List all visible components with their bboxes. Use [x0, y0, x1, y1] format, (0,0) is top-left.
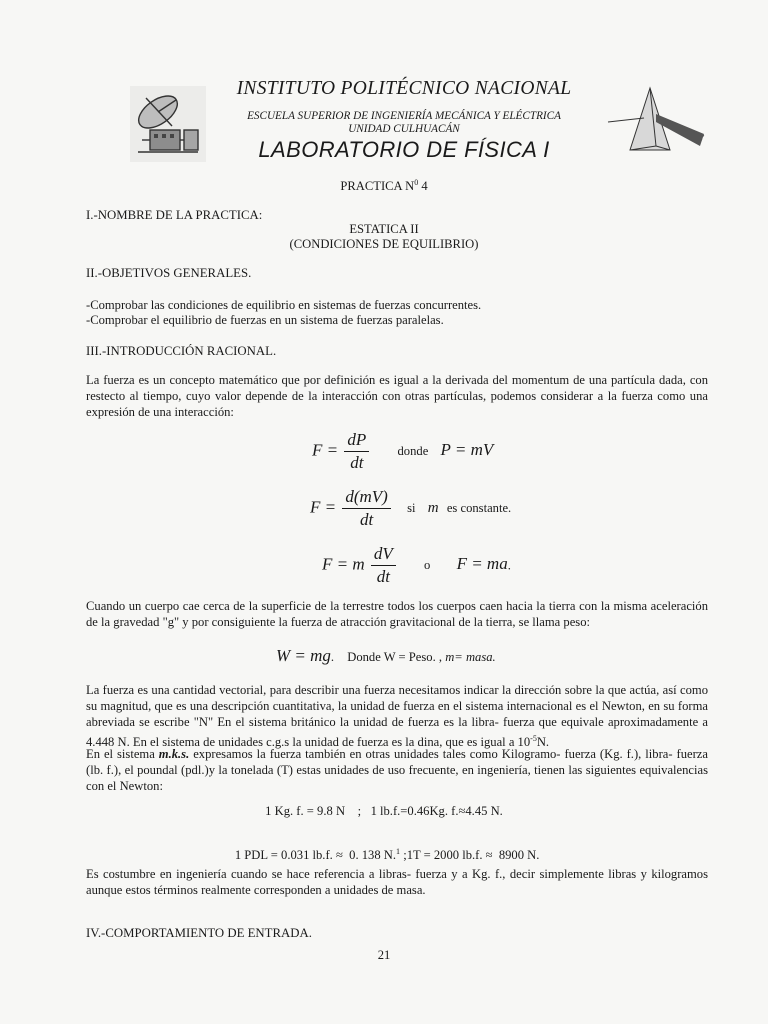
mks-text-b: expresamos la fuerza también en otras unidades tales como Kilogramo- fuerza (Kg. f.), libra- fuerza (lb. f.), el poundal (pdl.)y la tonelada (T) estas unidades de uso frecuente, en ingeniería, tienen las siguientes equivalencias con el Newton:	[86, 747, 708, 794]
eq2-num: d(mV)	[342, 487, 390, 509]
school-name: ESCUELA SUPERIOR DE INGENIERÍA MECÁNICA Y ELÉCTRICA	[247, 110, 561, 122]
practice-subtitle: (CONDICIONES DE EQUILIBRIO)	[289, 237, 479, 251]
eq2-mid2: es constante.	[446, 501, 512, 516]
institute-title: INSTITUTO POLITÉCNICO NACIONAL	[236, 78, 572, 99]
eq1-den: dt	[350, 453, 364, 472]
eq2-den: dt	[359, 510, 374, 529]
eq1-num: dP	[344, 430, 369, 452]
mks-system: m.k.s.	[158, 747, 190, 761]
lab-title: LABORATORIO DE FÍSICA I	[258, 137, 550, 162]
unit-name: UNIDAD CULHUACÁN	[348, 123, 460, 135]
mks-paragraph	[86, 746, 708, 795]
practice-label: PRACTICA N	[340, 179, 415, 194]
page-number: 21	[377, 948, 391, 962]
dina-exponent: -5	[530, 733, 537, 743]
eq2-mid1: si	[407, 501, 416, 516]
objective-item: -Comprobar las condiciones de equilibrio en sistemas de fuerzas concurrentes.	[86, 298, 482, 312]
equivalence-line-1: 1 Kg. f. = 9.8 N ; 1 lb.f.=0.46Kg. f.≈4.45 N.	[265, 804, 503, 818]
eq4-text1: Donde W = Peso. ,	[347, 650, 443, 664]
vector-paragraph-text: La fuerza es una cantidad vectorial, para describir una fuerza necesitamos indicar la dirección sobre la que actúa, así como su magnitud, que es una descripción cuantitativa, la unidad de fuerza en el sistema internacional es el Newton, en su forma abreviada se escribe "N" En el sistema británico la unidad de fuerza es la libra- fuerza que equivale aproximadamente a 4.448 N. En el sistema de unidades c.g.s la unidad de fuerza es la dina, que es igual a 10	[86, 683, 708, 749]
eq1-lhs: F =	[312, 440, 339, 460]
eq2-lhs: F =	[310, 497, 337, 517]
eq3-num: dV	[371, 544, 396, 566]
gravity-paragraph: Cuando un cuerpo cae cerca de la superficie de la terrestre todos los cuerpos caen hacia la tierra con la misma aceleración de la gravedad "g" y por consiguiente la fuerza de atracción gravitacional de la tierra, se llama peso:	[86, 599, 708, 630]
practice-sup: 0	[414, 178, 419, 187]
eq1-rhs: P = mV	[440, 440, 494, 460]
objective-item: -Comprobar el equilibrio de fuerzas en un sistema de fuerzas paralelas.	[86, 313, 444, 327]
intro-paragraph: La fuerza es un concepto matemático que por definición es igual a la derivada del momentum de una partícula dada, con restecto al tiempo, cuyo valor depende de la interacción con otras partículas, podemos considerar a la fuerza como una expresión de una interacción:	[86, 373, 708, 420]
practice-value: 4	[421, 179, 428, 194]
eq4-dot: .	[330, 650, 335, 664]
eq4-text2: = masa.	[454, 650, 496, 664]
equation-force-mv	[310, 487, 511, 530]
satellite-dish-logo	[128, 84, 208, 164]
equiv2-b: ;1T = 2000 lb.f. ≈ 8900 N.	[400, 848, 540, 863]
practice-title: ESTATICA II	[349, 222, 419, 236]
section-4-heading: IV.-COMPORTAMIENTO DE ENTRADA.	[86, 926, 312, 940]
eq1-mid: donde	[397, 444, 429, 459]
eq3-lhs: F = m	[322, 554, 365, 574]
eq3-end: .	[507, 558, 511, 573]
vector-paragraph	[86, 682, 708, 750]
section-2-heading: II.-OBJETIVOS GENERALES.	[86, 266, 252, 280]
custom-paragraph: Es costumbre en ingeniería cuando se hace referencia a libras- fuerza y a Kg. f., decir simplemente libras y kilogramos aunque estos términos realmente corresponden a unidades de masa.	[86, 867, 708, 898]
eq3-den: dt	[376, 567, 390, 586]
section-3-heading: III.-INTRODUCCIÓN RACIONAL.	[86, 344, 277, 358]
equation-weight	[276, 646, 496, 666]
equiv2-sup: 1	[396, 847, 401, 856]
eq2-m: m	[427, 500, 439, 517]
eq3-mid: o	[424, 558, 431, 573]
equiv2-a: 1 PDL = 0.031 lb.f. ≈ 0. 138 N.	[234, 848, 397, 863]
equation-force-momentum	[312, 430, 493, 473]
practice-number	[284, 178, 484, 194]
equation-force-ma	[322, 544, 511, 587]
prism-logo	[604, 84, 708, 162]
equivalence-line-2	[180, 832, 588, 863]
mks-text-a: En el sistema	[86, 747, 159, 761]
eq4-lhs: W = mg	[276, 646, 331, 665]
eq3-rhs: F = ma	[456, 554, 508, 574]
section-1-heading: I.-NOMBRE DE LA PRACTICA:	[86, 208, 263, 222]
vector-paragraph-end: N.	[536, 734, 550, 749]
eq4-m: m	[445, 650, 455, 664]
